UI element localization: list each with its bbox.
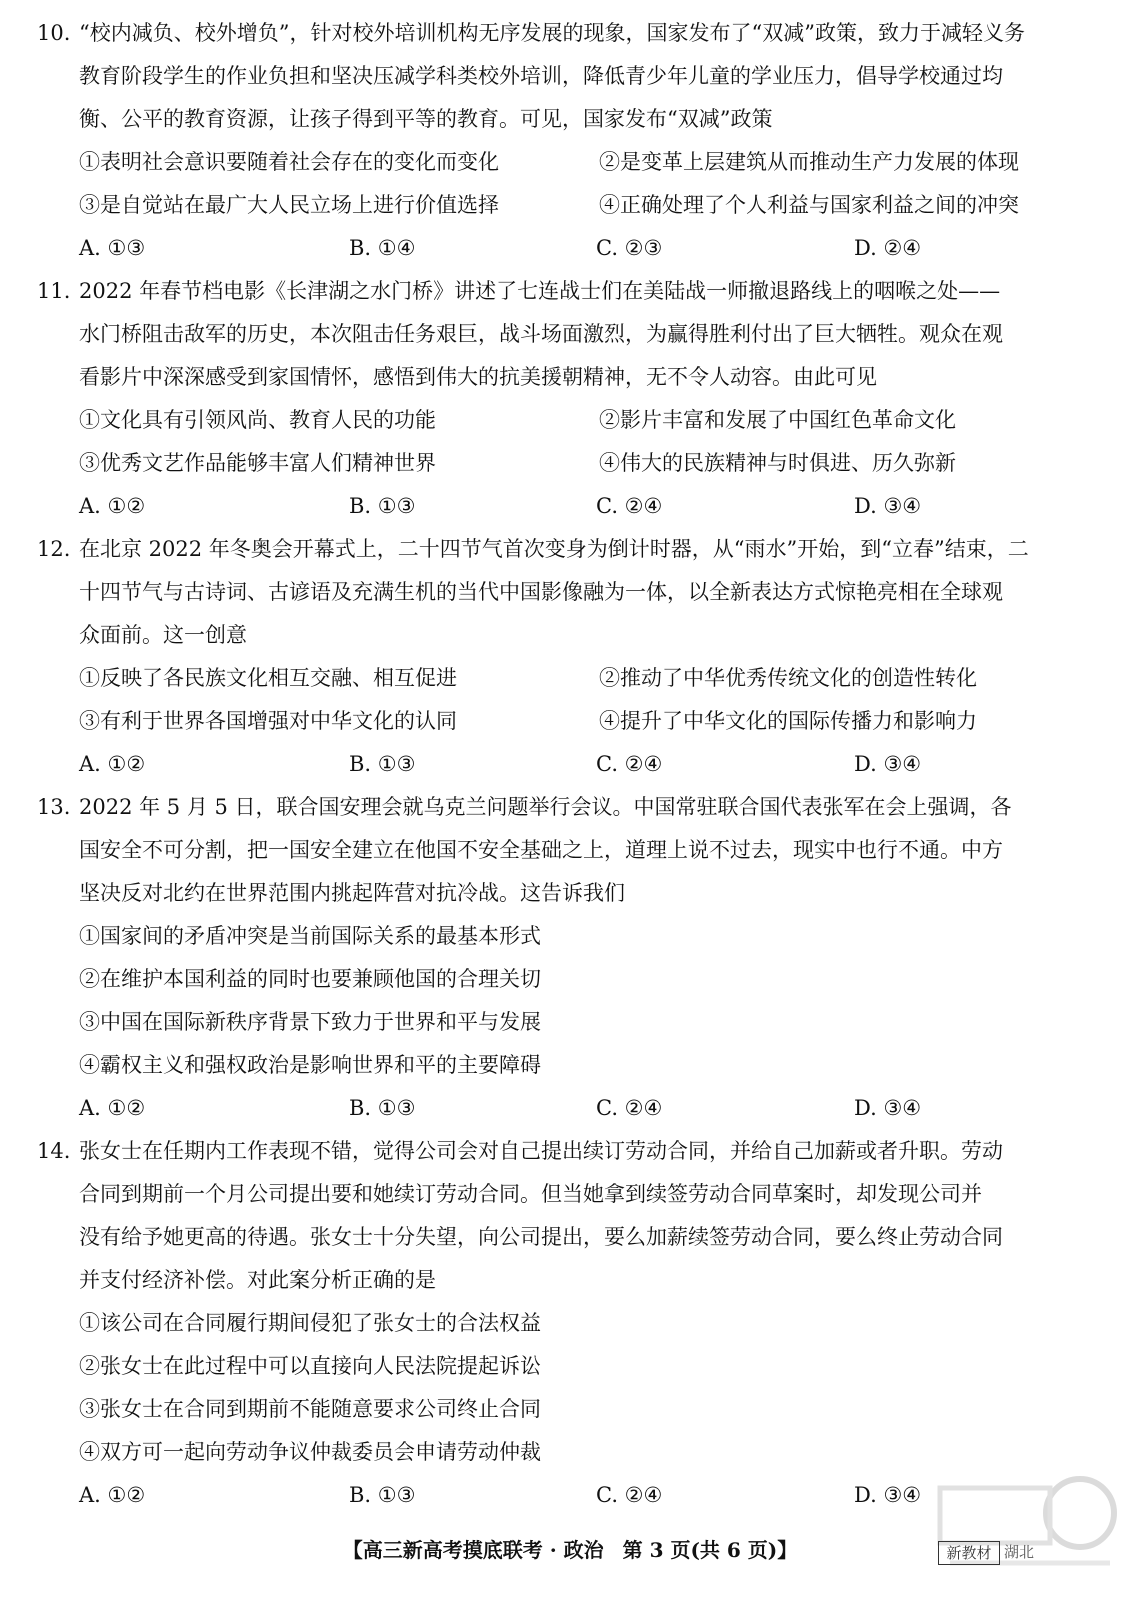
question-12 bbox=[0, 528, 1140, 786]
option-3: ③中国在国际新秩序背景下致力于世界和平与发展 bbox=[79, 1010, 541, 1034]
choice-a: A. ①② bbox=[79, 494, 146, 518]
footer-page-number: 第 3 页(共 6 页)】 bbox=[622, 1538, 798, 1562]
question-stem-line: 水门桥阻击敌军的历史，本次阻击任务艰巨，战斗场面激烈，为赢得胜利付出了巨大牺牲。观众在观 bbox=[79, 322, 1003, 346]
question-stem-line: 10. “校内减负、校外增负”，针对校外培训机构无序发展的现象，国家发布了“双减”政策，致力于减轻义务 bbox=[0, 12, 1101, 55]
choice-a: A. ①③ bbox=[79, 236, 146, 260]
choice-a: A. ①② bbox=[79, 1483, 146, 1507]
option-4: ④双方可一起向劳动争议仲裁委员会申请劳动仲裁 bbox=[79, 1440, 541, 1464]
question-stem-line: 13. 2022 年 5 月 5 日，联合国安理会就乌克兰问题举行会议。中国常驻联合国代表张军在会上强调，各 bbox=[0, 786, 1101, 829]
answer-choices bbox=[0, 485, 1140, 528]
question-number: 13. bbox=[37, 795, 71, 819]
choice-c: C. ②④ bbox=[596, 1096, 663, 1120]
question-stem-line: 12. 在北京 2022 年冬奥会开幕式上，二十四节气首次变身为倒计时器，从“雨水”开始，到“立春”结束，二 bbox=[0, 528, 1101, 571]
option-row bbox=[0, 657, 1140, 700]
choice-d: D. ②④ bbox=[854, 236, 922, 260]
choice-a: A. ①② bbox=[79, 752, 146, 776]
watermark-logo-icon bbox=[930, 1468, 1120, 1588]
option-1: ①国家间的矛盾冲突是当前国际关系的最基本形式 bbox=[79, 924, 541, 948]
question-13 bbox=[0, 786, 1140, 1130]
option-4: ④伟大的民族精神与时俱进、历久弥新 bbox=[599, 451, 956, 475]
option-1: ①该公司在合同履行期间侵犯了张女士的合法权益 bbox=[79, 1311, 541, 1335]
question-number: 14. bbox=[37, 1139, 71, 1163]
region-label: 湖北 bbox=[1004, 1543, 1035, 1561]
option-1: ①文化具有引领风尚、教育人民的功能 bbox=[79, 408, 436, 432]
option-4: ④正确处理了个人利益与国家利益之间的冲突 bbox=[599, 193, 1019, 217]
choice-c: C. ②④ bbox=[596, 1483, 663, 1507]
question-stem-line: 众面前。这一创意 bbox=[79, 623, 247, 647]
answer-choices bbox=[0, 227, 1140, 270]
question-stem-line: 国安全不可分割，把一国安全建立在他国不安全基础之上，道理上说不过去，现实中也行不通。中方 bbox=[79, 838, 1003, 862]
choice-c: C. ②④ bbox=[596, 494, 663, 518]
option-row bbox=[0, 141, 1140, 184]
option-2: ②推动了中华优秀传统文化的创造性转化 bbox=[599, 666, 977, 690]
question-number: 11. bbox=[37, 279, 71, 303]
choice-b: B. ①④ bbox=[349, 236, 416, 260]
choice-c: C. ②③ bbox=[596, 236, 663, 260]
option-row bbox=[0, 399, 1140, 442]
option-3: ③优秀文艺作品能够丰富人们精神世界 bbox=[79, 451, 436, 475]
question-stem-line: 合同到期前一个月公司提出要和她续订劳动合同。但当她拿到续签劳动合同草案时，却发现公司并 bbox=[79, 1182, 982, 1206]
choice-b: B. ①③ bbox=[349, 1483, 416, 1507]
option-3: ③张女士在合同到期前不能随意要求公司终止合同 bbox=[79, 1397, 541, 1421]
option-3: ③有利于世界各国增强对中华文化的认同 bbox=[79, 709, 457, 733]
option-2: ②在维护本国利益的同时也要兼顾他国的合理关切 bbox=[79, 967, 541, 991]
option-3: ③是自觉站在最广大人民立场上进行价值选择 bbox=[79, 193, 499, 217]
answer-choices bbox=[0, 743, 1140, 786]
question-stem-line: 看影片中深深感受到家国情怀，感悟到伟大的抗美援朝精神，无不令人动容。由此可见 bbox=[79, 365, 877, 389]
choice-d: D. ③④ bbox=[854, 752, 922, 776]
choice-d: D. ③④ bbox=[854, 1483, 922, 1507]
question-stem-line: 教育阶段学生的作业负担和坚决压减学科类校外培训，降低青少年儿童的学业压力，倡导学校通过均 bbox=[79, 64, 1003, 88]
footer-exam-title: 【高三新高考摸底联考 · 政治 bbox=[342, 1538, 604, 1562]
question-stem-line: 并支付经济补偿。对此案分析正确的是 bbox=[79, 1268, 436, 1292]
edition-tag: 新教材 bbox=[938, 1541, 1000, 1565]
option-1: ①反映了各民族文化相互交融、相互促进 bbox=[79, 666, 457, 690]
option-1: ①表明社会意识要随着社会存在的变化而变化 bbox=[79, 150, 499, 174]
choice-d: D. ③④ bbox=[854, 1096, 922, 1120]
question-11 bbox=[0, 270, 1140, 528]
question-stem-line: 11. 2022 年春节档电影《长津湖之水门桥》讲述了七连战士们在美陆战一师撤退路线上的咽喉之处—— bbox=[0, 270, 1101, 313]
question-list bbox=[0, 12, 1140, 1517]
choice-b: B. ①③ bbox=[349, 752, 416, 776]
option-2: ②影片丰富和发展了中国红色革命文化 bbox=[599, 408, 956, 432]
choice-d: D. ③④ bbox=[854, 494, 922, 518]
choice-b: B. ①③ bbox=[349, 1096, 416, 1120]
question-stem-line: 衡、公平的教育资源，让孩子得到平等的教育。可见，国家发布“双减”政策 bbox=[79, 107, 773, 131]
option-2: ②是变革上层建筑从而推动生产力发展的体现 bbox=[599, 150, 1019, 174]
choice-b: B. ①③ bbox=[349, 494, 416, 518]
choice-c: C. ②④ bbox=[596, 752, 663, 776]
option-2: ②张女士在此过程中可以直接向人民法院提起诉讼 bbox=[79, 1354, 541, 1378]
option-row bbox=[0, 700, 1140, 743]
option-row bbox=[0, 184, 1140, 227]
question-stem-line: 14. 张女士在任期内工作表现不错，觉得公司会对自己提出续订劳动合同，并给自己加薪或者升职。劳动 bbox=[0, 1130, 1101, 1173]
question-10 bbox=[0, 12, 1140, 270]
choice-a: A. ①② bbox=[79, 1096, 146, 1120]
question-number: 10. bbox=[37, 21, 71, 45]
option-row bbox=[0, 442, 1140, 485]
question-stem-line: 十四节气与古诗词、古谚语及充满生机的当代中国影像融为一体，以全新表达方式惊艳亮相在全球观 bbox=[79, 580, 1003, 604]
option-4: ④霸权主义和强权政治是影响世界和平的主要障碍 bbox=[79, 1053, 541, 1077]
question-stem-line: 坚决反对北约在世界范围内挑起阵营对抗冷战。这告诉我们 bbox=[79, 881, 625, 905]
question-stem-line: 没有给予她更高的待遇。张女士十分失望，向公司提出，要么加薪续签劳动合同，要么终止劳动合同 bbox=[79, 1225, 1003, 1249]
answer-choices bbox=[0, 1087, 1140, 1130]
option-4: ④提升了中华文化的国际传播力和影响力 bbox=[599, 709, 977, 733]
question-number: 12. bbox=[37, 537, 71, 561]
question-14 bbox=[0, 1130, 1140, 1517]
